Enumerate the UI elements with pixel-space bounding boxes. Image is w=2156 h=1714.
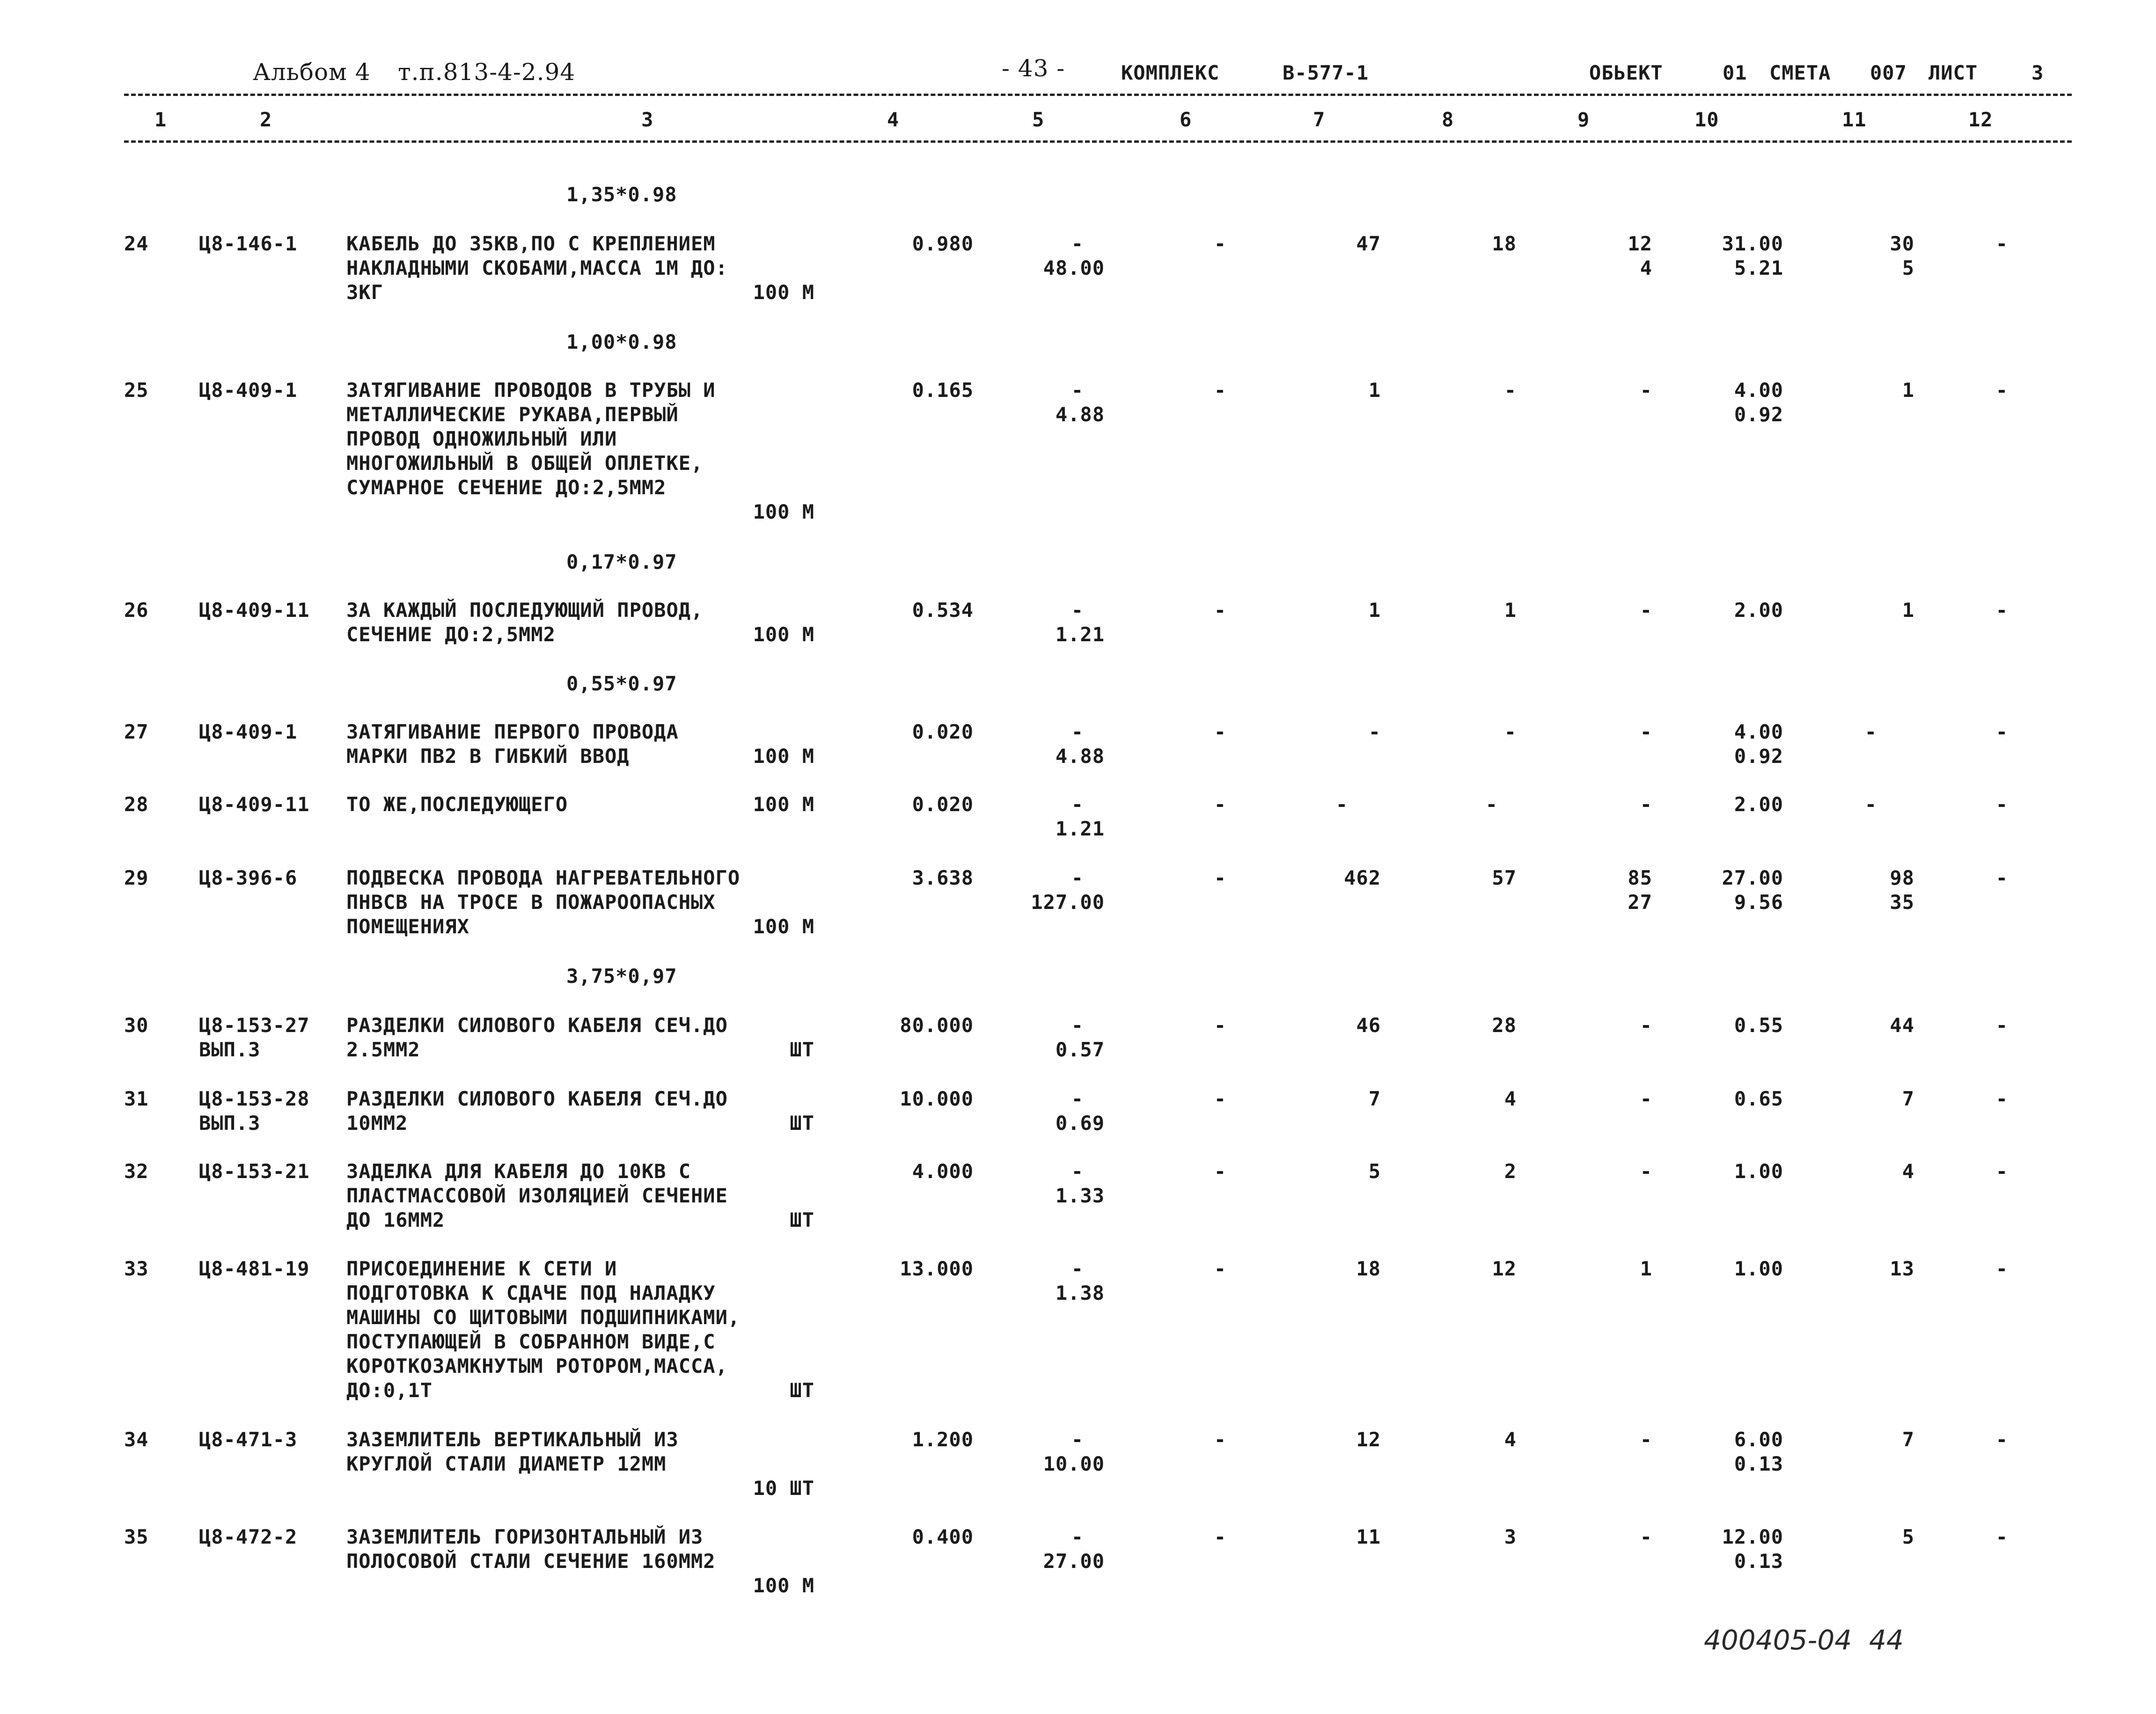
handwritten-note: 400405-04 44 [1704, 1624, 1904, 1656]
row-quantity: 0.165 [912, 379, 974, 402]
row-quantity: 0.020 [912, 720, 974, 743]
row-col10-bottom: 0.92 [1734, 403, 1783, 426]
row-col6: - [1214, 599, 1226, 622]
row-col10-top: 0.55 [1734, 1014, 1783, 1037]
row-col7: 47 [1356, 232, 1381, 255]
row-col12: - [1995, 232, 2008, 255]
row-col11-top: 44 [1890, 1014, 1914, 1037]
row-col8: 4 [1504, 1087, 1517, 1110]
row-quantity: 10.000 [900, 1087, 974, 1110]
row-code: Ц8-153-27 ВЫП.3 [199, 1014, 310, 1061]
row-number: 27 [124, 720, 149, 743]
row-description: РАЗДЕЛКИ СИЛОВОГО КАБЕЛЯ СЕЧ.ДО 10ММ2 [346, 1087, 728, 1135]
row-col11-top: 13 [1890, 1257, 1914, 1280]
row-col7: - [1368, 720, 1381, 743]
row-col8: 3 [1504, 1525, 1517, 1548]
project-number: т.п.813-4-2.94 [398, 59, 576, 86]
row-code: Ц8-153-28 ВЫП.3 [199, 1087, 310, 1135]
row-description: ЗАТЯГИВАНИЕ ПРОВОДОВ В ТРУБЫ И МЕТАЛЛИЧЕСКИЕ РУКАВА,ПЕРВЫЙ ПРОВОД ОДНОЖИЛЬНЫЙ ИЛИ МНОГОЖИЛЬНЫЙ В ОБЩЕЙ ОПЛЕТКЕ, СУМАРНОЕ СЕЧЕНИЕ ДО:2,5ММ2 [346, 379, 716, 499]
row-col5-top: - [1071, 1087, 1084, 1110]
row-col5-top: - [1071, 599, 1084, 622]
row-col11-bottom: 5 [1902, 256, 1914, 279]
header-rule-bottom [124, 140, 2072, 143]
col-header-11: 11 [1842, 108, 1867, 131]
row-description: ПРИСОЕДИНЕНИЕ К СЕТИ И ПОДГОТОВКА К СДАЧЕ ПОД НАЛАДКУ МАШИНЫ СО ЩИТОВЫМИ ПОДШИПНИКАМИ, ПОСТУПАЮЩЕЙ В СОБРАННОМ ВИДЕ,С КОРОТКОЗАМКНУТЫМ РОТОРОМ,МАССА, ДО:0,1Т [346, 1257, 741, 1402]
row-unit: ШТ [790, 1038, 814, 1061]
coefficient-line: 0,17*0.97 [566, 550, 677, 573]
row-unit: ШТ [790, 1379, 814, 1402]
estimate-label: СМЕТА [1769, 61, 1831, 84]
row-col5-bottom: 0.57 [1055, 1038, 1105, 1061]
row-col12: - [1995, 1087, 2008, 1110]
row-col11-top: - [1864, 720, 1877, 743]
row-description: РАЗДЕЛКИ СИЛОВОГО КАБЕЛЯ СЕЧ.ДО 2.5ММ2 [346, 1014, 728, 1061]
estimate-value: 007 [1870, 61, 1907, 84]
row-col12: - [1995, 599, 2008, 622]
row-col7: 462 [1344, 866, 1381, 889]
coefficient-line: 3,75*0,97 [566, 965, 677, 988]
row-col12: - [1995, 793, 2008, 816]
row-col5-top: - [1071, 793, 1084, 816]
row-col9-top: - [1640, 793, 1652, 816]
row-col9-top: - [1640, 379, 1652, 402]
row-description: ЗАДЕЛКА ДЛЯ КАБЕЛЯ ДО 10КВ С ПЛАСТМАССОВОЙ ИЗОЛЯЦИЕЙ СЕЧЕНИЕ ДО 16ММ2 [346, 1160, 728, 1231]
row-col10-top: 4.00 [1734, 720, 1783, 743]
row-col6: - [1214, 1014, 1226, 1037]
row-col9-top: - [1640, 1087, 1652, 1110]
row-col5-bottom: 1.21 [1055, 623, 1105, 646]
row-description: ЗАТЯГИВАНИЕ ПЕРВОГО ПРОВОДА МАРКИ ПВ2 В ГИБКИЙ ВВОД [346, 720, 679, 768]
row-number: 33 [124, 1257, 149, 1280]
row-col10-top: 12.00 [1722, 1525, 1783, 1548]
row-col11-top: - [1864, 793, 1877, 816]
row-col5-top: - [1071, 1525, 1084, 1548]
row-quantity: 3.638 [912, 866, 974, 889]
row-code: Ц8-409-1 [199, 379, 298, 402]
row-col5-top: - [1071, 1257, 1084, 1280]
row-number: 34 [124, 1428, 149, 1451]
row-col9-top: 1 [1640, 1257, 1652, 1280]
row-col5-top: - [1071, 1014, 1084, 1037]
row-col8: - [1504, 720, 1517, 743]
coefficient-line: 1,35*0.98 [566, 183, 677, 206]
row-unit: 100 М [753, 915, 814, 938]
row-unit: 100 М [753, 281, 814, 304]
row-col10-bottom: 0.13 [1734, 1550, 1783, 1573]
row-code: Ц8-471-3 [199, 1428, 298, 1451]
row-number: 26 [124, 599, 149, 622]
row-col7: 12 [1356, 1428, 1381, 1451]
row-unit: 100 М [753, 623, 814, 646]
row-unit: 100 М [753, 793, 814, 816]
row-number: 31 [124, 1087, 149, 1110]
row-col8: - [1485, 793, 1498, 816]
row-quantity: 0.400 [912, 1525, 974, 1548]
col-header-12: 12 [1968, 108, 1993, 131]
row-col8: 18 [1492, 232, 1517, 255]
row-col10-top: 1.00 [1734, 1257, 1783, 1280]
row-col7: 11 [1356, 1525, 1381, 1548]
col-header-3: 3 [641, 108, 654, 131]
row-code: Ц8-409-1 [199, 720, 298, 743]
col-header-5: 5 [1032, 108, 1045, 131]
row-col7: - [1335, 793, 1348, 816]
row-col11-top: 1 [1902, 379, 1914, 402]
row-col12: - [1995, 379, 2008, 402]
row-unit: 100 М [753, 500, 814, 523]
row-col11-bottom: 35 [1890, 891, 1914, 914]
row-col9-top: - [1640, 1428, 1652, 1451]
row-code: Ц8-409-11 [199, 599, 310, 622]
row-col5-bottom: 1.33 [1055, 1184, 1105, 1207]
coefficient-line: 1,00*0.98 [566, 330, 677, 353]
row-col10-top: 0.65 [1734, 1087, 1783, 1110]
album-label: Альбом 4 [253, 59, 371, 86]
row-col11-top: 4 [1902, 1160, 1914, 1183]
row-col8: 12 [1492, 1257, 1517, 1280]
row-col12: - [1995, 1257, 2008, 1280]
row-col10-top: 4.00 [1734, 379, 1783, 402]
row-col5-top: - [1071, 866, 1084, 889]
row-col12: - [1995, 1014, 2008, 1037]
row-col12: - [1995, 1525, 2008, 1548]
row-col5-bottom: 4.88 [1055, 745, 1105, 768]
row-col10-top: 27.00 [1722, 866, 1783, 889]
row-col9-top: - [1640, 720, 1652, 743]
row-number: 35 [124, 1525, 149, 1548]
row-number: 32 [124, 1160, 149, 1183]
complex-value: В-577-1 [1283, 61, 1369, 84]
row-quantity: 0.534 [912, 599, 974, 622]
row-col11-top: 5 [1902, 1525, 1914, 1548]
row-quantity: 1.200 [912, 1428, 974, 1451]
row-col9-top: - [1640, 1014, 1652, 1037]
sheet-value: 3 [2031, 61, 2044, 84]
row-col5-bottom: 1.21 [1055, 817, 1105, 840]
row-description: ПОДВЕСКА ПРОВОДА НАГРЕВАТЕЛЬНОГО ПНВСВ НА ТРОСЕ В ПОЖАРООПАСНЫХ ПОМЕЩЕНИЯХ [346, 866, 741, 938]
object-label: ОБЬЕКТ [1589, 61, 1663, 84]
row-code: Ц8-396-6 [199, 866, 298, 889]
row-col12: - [1995, 866, 2008, 889]
row-col8: 1 [1504, 599, 1517, 622]
row-col9-top: 85 [1628, 866, 1652, 889]
row-number: 29 [124, 866, 149, 889]
row-col5-top: - [1071, 1160, 1084, 1183]
row-col5-bottom: 127.00 [1031, 891, 1105, 914]
row-col10-top: 6.00 [1734, 1428, 1783, 1451]
row-quantity: 0.020 [912, 793, 974, 816]
row-col6: - [1214, 866, 1226, 889]
col-header-2: 2 [260, 108, 272, 131]
row-code: Ц8-481-19 [199, 1257, 310, 1280]
row-col5-top: - [1071, 1428, 1084, 1451]
row-col11-top: 7 [1902, 1428, 1914, 1451]
header-rule-top [124, 94, 2072, 96]
row-col5-top: - [1071, 720, 1084, 743]
row-col9-bottom: 4 [1640, 256, 1652, 279]
row-col10-bottom: 0.13 [1734, 1452, 1783, 1475]
row-col9-top: - [1640, 1160, 1652, 1183]
row-unit: 10 ШТ [753, 1477, 814, 1500]
row-quantity: 13.000 [900, 1257, 974, 1280]
row-col8: - [1504, 379, 1517, 402]
row-col5-bottom: 48.00 [1043, 256, 1105, 279]
row-number: 28 [124, 793, 149, 816]
row-col6: - [1214, 379, 1226, 402]
row-col5-bottom: 1.38 [1055, 1282, 1105, 1304]
row-col12: - [1995, 720, 2008, 743]
col-header-10: 10 [1694, 108, 1719, 131]
row-col6: - [1214, 793, 1226, 816]
row-quantity: 80.000 [900, 1014, 974, 1037]
row-unit: ШТ [790, 1209, 814, 1231]
row-unit: ШТ [790, 1112, 814, 1135]
row-quantity: 4.000 [912, 1160, 974, 1183]
row-col12: - [1995, 1160, 2008, 1183]
row-col5-bottom: 4.88 [1055, 403, 1105, 426]
row-code: Ц8-153-21 [199, 1160, 310, 1183]
row-col9-top: - [1640, 599, 1652, 622]
row-col11-top: 7 [1902, 1087, 1914, 1110]
row-description: ТО ЖЕ,ПОСЛЕДУЮЩЕГО [346, 793, 568, 816]
row-unit: 100 М [753, 1574, 814, 1597]
row-unit: 100 М [753, 745, 814, 768]
row-col9-top: 12 [1628, 232, 1652, 255]
row-col5-bottom: 10.00 [1043, 1452, 1105, 1475]
row-col6: - [1214, 232, 1226, 255]
row-col8: 28 [1492, 1014, 1517, 1037]
row-number: 24 [124, 232, 149, 255]
row-col11-top: 98 [1890, 866, 1914, 889]
row-col7: 7 [1368, 1087, 1381, 1110]
row-description: КАБЕЛЬ ДО 35КВ,ПО С КРЕПЛЕНИЕМ НАКЛАДНЫМИ СКОБАМИ,МАССА 1М ДО: 3КГ [346, 232, 728, 304]
col-header-1: 1 [154, 108, 167, 131]
row-col5-top: - [1071, 232, 1084, 255]
row-col8: 2 [1504, 1160, 1517, 1183]
row-col10-top: 1.00 [1734, 1160, 1783, 1183]
row-col6: - [1214, 1160, 1226, 1183]
row-col8: 57 [1492, 866, 1517, 889]
row-col6: - [1214, 1428, 1226, 1451]
row-col11-top: 30 [1890, 232, 1914, 255]
col-header-8: 8 [1442, 108, 1454, 131]
row-col10-bottom: 5.21 [1734, 256, 1783, 279]
row-col7: 1 [1368, 379, 1381, 402]
row-col5-top: - [1071, 379, 1084, 402]
row-code: Ц8-472-2 [199, 1525, 298, 1548]
row-col7: 18 [1356, 1257, 1381, 1280]
row-col10-bottom: 0.92 [1734, 745, 1783, 768]
col-header-7: 7 [1313, 108, 1326, 131]
row-col8: 4 [1504, 1428, 1517, 1451]
col-header-6: 6 [1180, 108, 1192, 131]
coefficient-line: 0,55*0.97 [566, 672, 677, 695]
row-col7: 5 [1368, 1160, 1381, 1183]
row-col6: - [1214, 1525, 1226, 1548]
row-col9-bottom: 27 [1628, 891, 1652, 914]
row-col6: - [1214, 1087, 1226, 1110]
row-col12: - [1995, 1428, 2008, 1451]
row-col7: 1 [1368, 599, 1381, 622]
col-header-4: 4 [887, 108, 900, 131]
row-code: Ц8-146-1 [199, 232, 298, 255]
row-col10-top: 2.00 [1734, 793, 1783, 816]
row-col6: - [1214, 720, 1226, 743]
row-code: Ц8-409-11 [199, 793, 310, 816]
row-col10-top: 31.00 [1722, 232, 1783, 255]
row-col9-top: - [1640, 1525, 1652, 1548]
row-col7: 46 [1356, 1014, 1381, 1037]
row-quantity: 0.980 [912, 232, 974, 255]
row-col10-top: 2.00 [1734, 599, 1783, 622]
row-col6: - [1214, 1257, 1226, 1280]
row-number: 25 [124, 379, 149, 402]
col-header-9: 9 [1577, 108, 1590, 131]
row-col10-bottom: 9.56 [1734, 891, 1783, 914]
row-description: ЗАЗЕМЛИТЕЛЬ ВЕРТИКАЛЬНЫЙ ИЗ КРУГЛОЙ СТАЛИ ДИАМЕТР 12ММ [346, 1428, 679, 1475]
row-col5-bottom: 27.00 [1043, 1550, 1105, 1573]
row-number: 30 [124, 1014, 149, 1037]
sheet-label: ЛИСТ [1929, 61, 1978, 84]
row-col5-bottom: 0.69 [1055, 1112, 1105, 1135]
page-number: - 43 - [1002, 55, 1065, 82]
object-value: 01 [1723, 61, 1747, 84]
row-description: ЗАЗЕМЛИТЕЛЬ ГОРИЗОНТАЛЬНЫЙ ИЗ ПОЛОСОВОЙ СТАЛИ СЕЧЕНИЕ 160ММ2 [346, 1525, 716, 1573]
row-col11-top: 1 [1902, 599, 1914, 622]
row-description: ЗА КАЖДЫЙ ПОСЛЕДУЮЩИЙ ПРОВОД, СЕЧЕНИЕ ДО:2,5ММ2 [346, 599, 704, 646]
complex-label: КОМПЛЕКС [1121, 61, 1220, 84]
